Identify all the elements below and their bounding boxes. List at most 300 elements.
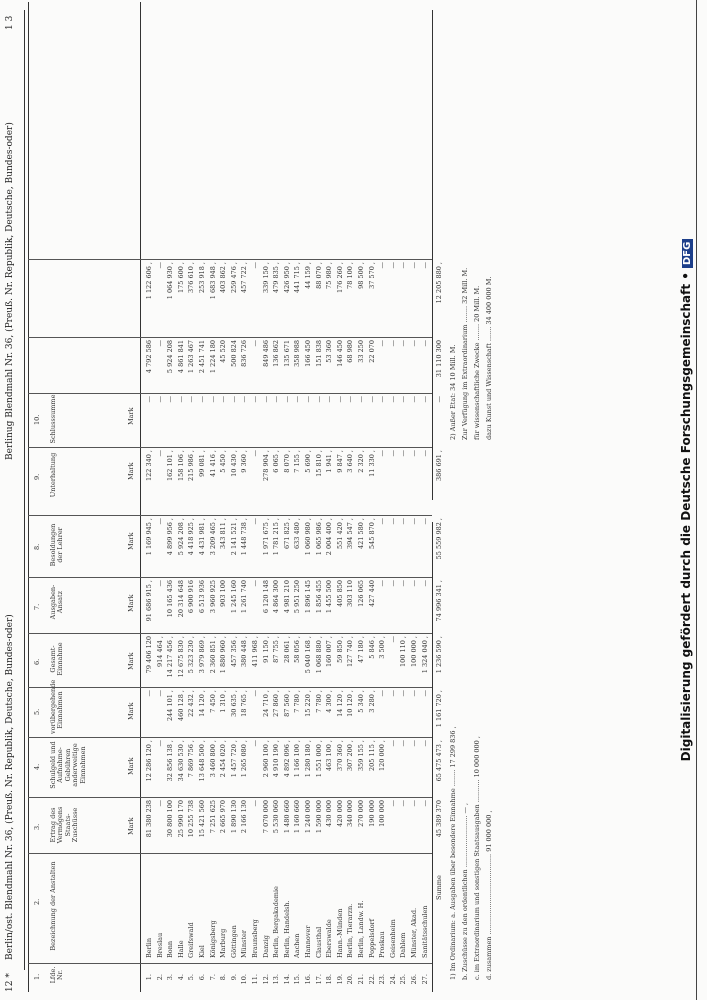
row-number: 4.: [176, 974, 185, 981]
table-cell: 24 710 ,: [261, 690, 270, 717]
total-cell: 1 161 720 ,: [435, 690, 444, 728]
table-cell: —: [410, 340, 418, 347]
column-number: 4.: [33, 763, 41, 770]
table-cell: —: [272, 396, 281, 403]
column-number: 6.: [33, 658, 41, 665]
table-cell: 127 740 ,: [346, 636, 355, 668]
column-header: Besoldungen der Lehrer: [49, 523, 65, 567]
table-cell: —: [388, 262, 397, 269]
table-cell: 551 420 ,: [335, 518, 344, 550]
table-cell: —: [346, 396, 355, 403]
row-name: Königsberg: [208, 920, 217, 958]
row-name: Bonn: [166, 940, 175, 958]
table-cell: 12 286 120 ,: [145, 740, 153, 782]
table-cell: 430 000: [325, 800, 334, 827]
table-cell: —: [399, 396, 408, 403]
table-cell: 15 421 560: [198, 800, 206, 838]
table-cell: 37 570 ,: [367, 262, 376, 289]
table-cell: 81 380 238: [145, 800, 153, 838]
table-cell: —: [166, 396, 175, 403]
table-bottom-rule-left: [432, 522, 433, 992]
table-cell: 836 726: [240, 340, 249, 367]
column-rule: [28, 577, 432, 578]
column-number: 2.: [33, 898, 41, 905]
column-rule: [28, 797, 432, 798]
row-name: Münster, Akad.: [410, 907, 418, 958]
table-cell: 30 800 100: [166, 800, 175, 838]
table-cell: 3 460 800 ,: [208, 740, 217, 778]
table-cell: —: [251, 518, 259, 525]
table-cell: 394 547 ,: [346, 518, 355, 550]
table-cell: 1 240 000: [304, 800, 312, 834]
table-cell: 126 065: [357, 580, 365, 607]
table-cell: —: [388, 450, 397, 457]
unit-label: Mark: [127, 594, 135, 612]
row-number: 25.: [399, 974, 408, 985]
table-cell: 403 862 ,: [219, 262, 228, 294]
table-cell: —: [388, 690, 397, 697]
table-cell: 120 000 ,: [378, 740, 387, 772]
table-cell: —: [282, 396, 291, 403]
page-header-right: Berlinug Blendmahl Nr. 36, (Preuß. Nr. Republik, Deutsche, Bundes-oder): [5, 122, 15, 460]
column-header: Ertrag des Vermögens Staats-Zuschüsse: [49, 806, 80, 844]
digitization-notice: [679, 0, 701, 1000]
table-cell: 10 255 738: [187, 800, 196, 838]
table-cell: 1 683 948 ,: [208, 262, 217, 300]
table-cell: —: [388, 518, 397, 525]
table-cell: 8 070 ,: [282, 450, 291, 473]
table-cell: 849 486: [261, 340, 270, 367]
table-cell: 14 120 ,: [335, 690, 344, 717]
table-cell: —: [388, 740, 397, 747]
table-cell: 28 061 ,: [282, 636, 291, 663]
table-cell: 244 101 ,: [166, 690, 175, 722]
table-cell: —: [388, 636, 397, 643]
row-number: 7.: [208, 974, 217, 981]
table-cell: 1 480 660: [282, 800, 291, 834]
table-cell: 545 870 ,: [367, 518, 376, 550]
table-cell: 10 120 ,: [346, 690, 355, 717]
table-cell: 1 068 880 ,: [314, 636, 323, 674]
table-cell: —: [420, 518, 429, 525]
table-cell: 68 980: [346, 340, 355, 363]
table-cell: —: [420, 450, 429, 457]
column-header: Gesamt-Einnahme: [49, 642, 65, 676]
unit-label: Mark: [127, 462, 135, 480]
table-cell: 190 000: [367, 800, 376, 827]
table-cell: 135 671: [282, 340, 291, 367]
table-cell: 253 918 ,: [198, 262, 206, 294]
table-cell: —: [335, 396, 344, 403]
table-cell: 427 440: [367, 580, 376, 607]
row-name: Sanitätsschulen: [420, 905, 429, 958]
table-cell: —: [155, 800, 164, 807]
unit-label: Mark: [127, 702, 135, 720]
table-cell: —: [145, 690, 153, 697]
row-number: 17.: [314, 974, 323, 985]
table-cell: 903 100: [219, 580, 228, 607]
table-cell: 9 847 ,: [335, 450, 344, 473]
unit-label: Mark: [127, 407, 135, 425]
table-cell: —: [176, 396, 185, 403]
table-cell: 98 500 ,: [357, 262, 365, 289]
row-number: 19.: [335, 974, 344, 985]
table-cell: —: [145, 396, 153, 403]
row-number: 20.: [346, 974, 355, 985]
row-number: 27.: [420, 974, 429, 985]
table-cell: 91 686 915 ,: [145, 580, 153, 622]
footnote-line: b. Zuschüsse zu den ordentlichen ......................... — ,: [461, 802, 469, 980]
table-cell: —: [388, 340, 397, 347]
row-name: Proskau: [378, 931, 387, 958]
table-cell: 14 120 ,: [198, 690, 206, 717]
table-cell: —: [251, 690, 259, 697]
table-cell: —: [155, 518, 164, 525]
column-rule: [28, 963, 432, 964]
unit-label: Mark: [127, 757, 135, 775]
row-name: Berlin, Bergakademie: [272, 886, 281, 958]
table-cell: 53 360: [325, 340, 334, 363]
table-cell: 671 825 ,: [282, 518, 291, 550]
row-number: 10.: [240, 974, 249, 985]
column-number: 5.: [33, 708, 41, 715]
table-cell: —: [420, 740, 429, 747]
row-number: 18.: [325, 974, 334, 985]
table-cell: 4 981 210: [282, 580, 291, 614]
table-cell: 270 000: [357, 800, 365, 827]
table-cell: 136 862: [272, 340, 281, 367]
table-cell: 1 781 215 ,: [272, 518, 281, 556]
table-cell: 7 155 ,: [293, 450, 302, 473]
table-cell: 411 968 ,: [251, 636, 259, 668]
table-cell: —: [388, 800, 397, 807]
table-cell: 58 056 ,: [293, 636, 302, 663]
table-cell: 99 081 ,: [198, 450, 206, 477]
table-cell: 1 551 000 ,: [314, 740, 323, 778]
total-cell: 12 205 880 ,: [435, 262, 444, 304]
table-cell: 45 520: [219, 340, 228, 363]
row-name: Danzig: [261, 935, 270, 958]
table-cell: 914 464 ,: [155, 636, 164, 668]
table-cell: —: [378, 690, 387, 697]
table-cell: —: [410, 690, 418, 697]
table-cell: 1 880 960 ,: [219, 636, 228, 674]
table-cell: —: [410, 518, 418, 525]
row-name: Kiel: [198, 945, 206, 958]
footnote-line: c. im Extraordinarium und sonstigen Staatsausgaben ........... 10 000 000 ,: [473, 736, 481, 980]
table-cell: 176 260 ,: [335, 262, 344, 294]
table-cell: 100 000 ,: [410, 636, 418, 668]
table-cell: 358 988: [293, 340, 302, 367]
table-cell: 339 150 ,: [261, 262, 270, 294]
digitization-text: Digitalisierung gefördert durch die Deutsche Forschungsgemeinschaft •: [679, 272, 693, 762]
table-cell: 2 141 521 ,: [229, 518, 238, 556]
table-cell: 421 580 ,: [357, 518, 365, 550]
table-cell: 4 892 096 ,: [282, 740, 291, 778]
table-cell: —: [378, 580, 387, 587]
table-cell: 7 869 756 ,: [187, 740, 196, 778]
table-cell: 11 330 ,: [367, 450, 376, 477]
column-header: Schulgeld und Aufnahme-Gebühren anderweitige Einnahmen: [49, 741, 87, 789]
table-cell: —: [410, 450, 418, 457]
table-cell: —: [155, 580, 164, 587]
column-number: 9.: [33, 473, 41, 480]
table-cell: 75 980 ,: [325, 262, 334, 289]
column-number: 1.: [33, 973, 41, 980]
row-name: Berlin: [145, 937, 153, 958]
footnote-line: 1) Im Ordinarium: a. Ausgaben über besondere Einnahme ........ 17 299 836 ,: [449, 726, 457, 980]
table-cell: 3 640 ,: [346, 450, 355, 473]
table-cell: —: [410, 580, 418, 587]
table-cell: 1 971 675 ,: [261, 518, 270, 556]
column-rule: [28, 515, 432, 516]
table-cell: —: [410, 396, 418, 403]
table-cell: 303 110: [346, 580, 355, 607]
table-cell: 12 675 830 ,: [176, 636, 185, 678]
table-cell: 457 356 ,: [229, 636, 238, 668]
column-header: Ausgaben-Ansatz: [49, 584, 65, 620]
column-header: Bezeichnung der Anstalten: [49, 861, 57, 951]
column-number: 10.: [33, 414, 41, 425]
table-cell: 4 792 586: [145, 340, 153, 374]
table-cell: 47 180 ,: [357, 636, 365, 663]
table-cell: 500 824: [229, 340, 238, 367]
table-cell: 376 610 ,: [187, 262, 196, 294]
table-cell: —: [378, 518, 387, 525]
column-rule: [28, 633, 432, 634]
table-cell: 1 160 660: [293, 800, 302, 834]
table-cell: —: [325, 396, 334, 403]
column-rule: [28, 259, 432, 260]
table-cell: 30 635 ,: [229, 690, 238, 717]
table-cell: —: [219, 396, 228, 403]
table-cell: —: [378, 340, 387, 347]
table-cell: 122 340 ,: [145, 450, 153, 482]
table-cell: 41 416 ,: [208, 450, 217, 477]
row-number: 3.: [166, 974, 175, 981]
table-cell: 87 755 ,: [272, 636, 281, 663]
table-cell: —: [420, 580, 429, 587]
table-cell: 5 340 ,: [357, 690, 365, 713]
table-cell: 463 100 ,: [325, 740, 334, 772]
row-name: Berlin, Handelsh.: [282, 900, 291, 958]
table-cell: —: [399, 518, 408, 525]
table-cell: 25 990 170: [176, 800, 185, 838]
table-cell: —: [367, 396, 376, 403]
column-number: 8.: [33, 543, 41, 550]
table-cell: 1 224 180: [208, 340, 217, 374]
column-rule: [28, 853, 432, 854]
table-cell: 340 000: [346, 800, 355, 827]
table-cell: —: [399, 690, 408, 697]
row-name: Braunsberg: [251, 919, 259, 958]
row-name: Dahlem: [399, 932, 408, 958]
table-cell: —: [410, 262, 418, 269]
table-cell: 5 924 208 ,: [176, 518, 185, 556]
table-cell: 160 007 ,: [325, 636, 334, 668]
table-cell: —: [229, 396, 238, 403]
table-cell: 3 960 925: [208, 580, 217, 614]
column-rule: [28, 337, 432, 338]
table-cell: —: [155, 262, 164, 269]
table-cell: 7 070 000: [261, 800, 270, 834]
table-cell: 9 360 ,: [240, 450, 249, 473]
total-cell: 31 110 300: [435, 340, 444, 378]
table-cell: 5 846 ,: [367, 636, 376, 659]
table-cell: 405 850: [335, 580, 344, 607]
row-name: Greifswald: [187, 922, 196, 958]
table-cell: 1 261 740: [240, 580, 249, 614]
table-cell: 88 070 ,: [314, 262, 323, 289]
table-cell: 1 890 130: [229, 800, 238, 834]
table-cell: 1 065 986 ,: [314, 518, 323, 556]
table-cell: 44 159 ,: [304, 262, 312, 289]
column-rule: [28, 393, 432, 394]
table-cell: 460 128 ,: [176, 690, 185, 722]
table-cell: 5 924 208: [166, 340, 175, 374]
table-cell: 100 000: [378, 800, 387, 827]
table-cell: 20 314 648: [176, 580, 185, 618]
table-cell: 1 064 930 ,: [166, 262, 175, 300]
table-cell: —: [378, 450, 387, 457]
table-cell: —: [251, 396, 259, 403]
total-cell: 1 236 590 ,: [435, 636, 444, 674]
table-cell: 1 169 945 ,: [145, 518, 153, 556]
footnote-line: 2) Außer Etat: 34 10 Mill. M.: [449, 344, 457, 440]
table-cell: 7 780 ,: [293, 690, 302, 713]
table-cell: 1 245 160: [229, 580, 238, 614]
table-cell: 359 155 ,: [357, 740, 365, 772]
table-cell: 1 856 455: [314, 580, 323, 614]
table-cell: 370 360 ,: [335, 740, 344, 772]
row-name: Clausthal: [314, 926, 323, 958]
table-cell: 5 690 ,: [304, 450, 312, 473]
column-header: Lfde. Nr.: [49, 966, 65, 984]
row-number: 8.: [219, 974, 228, 981]
table-cell: 34 630 530 ,: [176, 740, 185, 782]
table-cell: —: [251, 262, 259, 269]
table-cell: 1 896 145: [304, 580, 312, 614]
row-number: 11.: [251, 974, 259, 985]
table-cell: 15 220 ,: [304, 690, 312, 717]
table-cell: 441 715 ,: [293, 262, 302, 294]
table-cell: 2 960 100 ,: [261, 740, 270, 778]
table-cell: —: [410, 740, 418, 747]
column-number: 3.: [33, 823, 41, 830]
table-cell: 457 722 ,: [240, 262, 249, 294]
table-cell: 2 454 020 ,: [219, 740, 228, 778]
table-cell: 1 166 100 ,: [293, 740, 302, 778]
row-number: 21.: [357, 974, 365, 985]
table-top-rule: [28, 2, 29, 992]
table-cell: 13 648 500 ,: [198, 740, 206, 782]
table-cell: 1 324 040 ,: [420, 636, 429, 674]
table-cell: 166 450: [304, 340, 312, 367]
table-cell: 158 106 ,: [176, 450, 185, 482]
unit-label: Mark: [127, 817, 135, 835]
table-cell: 7 251 625: [208, 800, 217, 834]
footnote-line: d. zusammen ....................................... 91 000 000 ,: [485, 810, 493, 980]
table-cell: 4 431 981 ,: [198, 518, 206, 556]
column-rule: [28, 687, 432, 688]
table-cell: 1 590 000: [314, 800, 323, 834]
row-number: 15.: [293, 974, 302, 985]
table-cell: —: [399, 450, 408, 457]
table-cell: 162 101 ,: [166, 450, 175, 482]
table-cell: 2 166 130: [240, 800, 249, 834]
table-cell: 4 861 841: [176, 340, 185, 374]
table-cell: —: [378, 396, 387, 403]
table-cell: —: [399, 340, 408, 347]
unit-label: Mark: [127, 532, 135, 550]
table-cell: 27 860 ,: [272, 690, 281, 717]
row-number: 24.: [388, 974, 397, 985]
table-cell: 3 500 ,: [378, 636, 387, 659]
row-number: 13.: [272, 974, 281, 985]
row-name: Göttingen: [229, 925, 238, 958]
table-cell: —: [399, 580, 408, 587]
table-cell: —: [198, 396, 206, 403]
table-cell: 426 950 ,: [282, 262, 291, 294]
table-cell: 1 280 180 ,: [304, 740, 312, 778]
row-name: Breslau: [155, 932, 164, 958]
row-number: 16.: [304, 974, 312, 985]
table-header-rule: [140, 2, 141, 992]
table-cell: 4 910 190 ,: [272, 740, 281, 778]
table-cell: 10 430 ,: [229, 450, 238, 477]
table-cell: 259 476 ,: [229, 262, 238, 294]
table-cell: —: [420, 262, 429, 269]
table-cell: —: [420, 340, 429, 347]
table-cell: 6 065 ,: [272, 450, 281, 473]
column-number: 7.: [33, 603, 41, 610]
table-cell: 380 448 ,: [240, 636, 249, 668]
row-name: Hannover: [304, 925, 312, 958]
table-bottom-rule-right: [432, 10, 433, 500]
table-cell: —: [251, 740, 259, 747]
table-cell: 151 838: [314, 340, 323, 367]
table-cell: 32 856 138 ,: [166, 740, 175, 782]
footnote-line: Zur Verfügung im Extraordinarium ........ 32 Mill. M.: [461, 267, 469, 440]
table-cell: 4 899 956 ,: [166, 518, 175, 556]
table-cell: 6 513 936: [198, 580, 206, 614]
total-cell: 74 996 341 ,: [435, 580, 444, 622]
table-cell: 6 120 148: [261, 580, 270, 614]
table-cell: 3 280 ,: [367, 690, 376, 713]
table-cell: 22 432 ,: [187, 690, 196, 717]
row-number: 12.: [261, 974, 270, 985]
table-cell: —: [155, 396, 164, 403]
table-cell: —: [399, 800, 408, 807]
table-cell: 307 200 ,: [346, 740, 355, 772]
table-cell: 4 300 ,: [325, 690, 334, 713]
table-cell: 33 250: [357, 340, 365, 363]
table-cell: 5 530 060: [272, 800, 281, 834]
table-cell: 4 864 300: [272, 580, 281, 614]
table-cell: —: [251, 340, 259, 347]
table-cell: 1 060 980 ,: [304, 518, 312, 556]
column-rule: [28, 447, 432, 448]
table-cell: 6 900 916: [187, 580, 196, 614]
total-cell: 386 691 ,: [435, 450, 444, 482]
table-cell: 22 070: [367, 340, 376, 363]
table-cell: 2 320 ,: [357, 450, 365, 473]
total-label: Summe: [435, 875, 444, 900]
table-cell: 1 122 606 ,: [145, 262, 153, 300]
table-cell: —: [251, 580, 259, 587]
total-cell: —: [435, 396, 444, 403]
table-cell: 205 115 ,: [367, 740, 376, 772]
